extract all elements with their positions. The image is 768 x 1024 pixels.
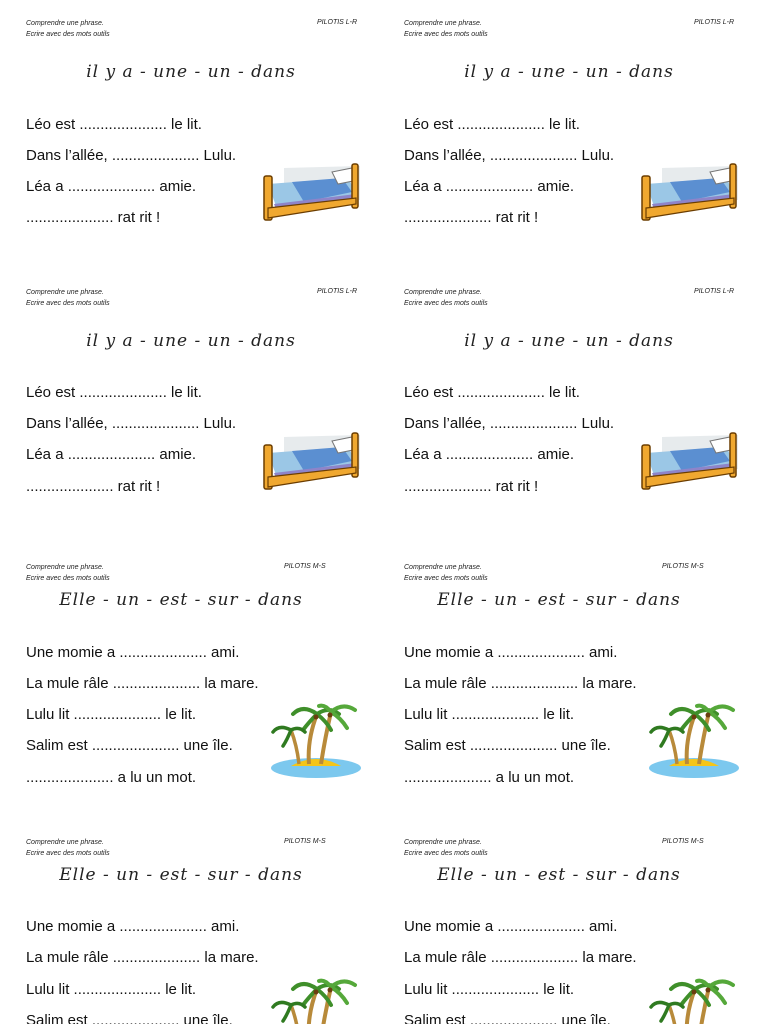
- word-list-title: Elle - un - est - sur - dans: [59, 865, 303, 885]
- sentence-line: Dans l’allée, ..................... Lulu.: [404, 415, 615, 432]
- sentence-line: Salim est ..................... une île.: [26, 737, 233, 754]
- sentence-line: ..................... a lu un mot.: [404, 769, 575, 786]
- palm-island-icon: [269, 975, 363, 1024]
- header-line: Comprendre une phrase.: [26, 839, 104, 846]
- sentence-line: Léa a ..................... amie.: [26, 178, 197, 195]
- sentence-line: Dans l’allée, ..................... Lulu.: [26, 147, 237, 164]
- sentence-line: Une momie a ..................... ami.: [404, 644, 618, 661]
- word-list-title: Elle - un - est - sur - dans: [437, 590, 681, 610]
- header-line: Ecrire avec des mots outils: [26, 300, 110, 307]
- word-list-title: Elle - un - est - sur - dans: [59, 590, 303, 610]
- sentence-line: Dans l’allée, ..................... Lulu.: [26, 415, 237, 432]
- series-label: PILOTIS L-R: [317, 288, 358, 295]
- sentence-line: Léo est ..................... le lit.: [26, 384, 202, 401]
- header-line: Comprendre une phrase.: [26, 20, 104, 27]
- sentence-line: La mule râle ..................... la mare.: [26, 675, 259, 692]
- header-line: Ecrire avec des mots outils: [404, 575, 488, 582]
- bed-icon: [262, 162, 362, 224]
- card-header: [26, 18, 110, 40]
- sentence-line: Dans l’allée, ..................... Lulu.: [404, 147, 615, 164]
- header-line: Comprendre une phrase.: [26, 564, 104, 571]
- header-line: Ecrire avec des mots outils: [404, 31, 488, 38]
- sentence-line: Léa a ..................... amie.: [26, 446, 197, 463]
- card-header: [404, 287, 488, 309]
- sentence-line: ..................... a lu un mot.: [26, 769, 197, 786]
- palm-island-icon: [269, 700, 363, 782]
- card-header: [26, 837, 110, 859]
- word-list-title: il y a - une - un - dans: [86, 62, 296, 82]
- card-header: [404, 562, 488, 584]
- header-line: Ecrire avec des mots outils: [26, 575, 110, 582]
- worksheet-card: [26, 562, 386, 802]
- word-list-title: il y a - une - un - dans: [464, 62, 674, 82]
- card-header: [26, 287, 110, 309]
- sentence-line: Salim est ..................... une île.: [26, 1012, 233, 1024]
- word-list-title: Elle - un - est - sur - dans: [437, 865, 681, 885]
- series-label: PILOTIS L-R: [694, 19, 735, 26]
- sentence-line: Léa a ..................... amie.: [404, 446, 575, 463]
- sentence-line: La mule râle ..................... la mare.: [26, 949, 259, 966]
- card-header: [404, 18, 488, 40]
- sentence-line: ..................... rat rit !: [404, 209, 539, 226]
- header-line: Ecrire avec des mots outils: [26, 850, 110, 857]
- sentence-line: Léo est ..................... le lit.: [26, 116, 202, 133]
- header-line: Ecrire avec des mots outils: [404, 300, 488, 307]
- worksheet-card: [404, 562, 764, 802]
- word-list-title: il y a - une - un - dans: [86, 331, 296, 351]
- header-line: Comprendre une phrase.: [26, 289, 104, 296]
- sentence-line: Salim est ..................... une île.: [404, 1012, 611, 1024]
- sentence-line: Lulu lit ..................... le lit.: [26, 706, 197, 723]
- sentence-line: Léo est ..................... le lit.: [404, 384, 580, 401]
- sentence-line: Une momie a ..................... ami.: [26, 918, 240, 935]
- header-line: Comprendre une phrase.: [404, 289, 482, 296]
- sentence-line: La mule râle ..................... la mare.: [404, 675, 637, 692]
- sentence-line: Une momie a ..................... ami.: [26, 644, 240, 661]
- sentence-line: La mule râle ..................... la mare.: [404, 949, 637, 966]
- sentence-line: Léo est ..................... le lit.: [404, 116, 580, 133]
- worksheet-card: [404, 18, 764, 248]
- sentence-line: Lulu lit ..................... le lit.: [404, 981, 575, 998]
- sentence-line: ..................... rat rit !: [404, 478, 539, 495]
- series-label: PILOTIS M-S: [284, 563, 326, 570]
- header-line: Ecrire avec des mots outils: [26, 31, 110, 38]
- bed-icon: [262, 431, 362, 493]
- sentence-line: ..................... rat rit !: [26, 209, 161, 226]
- bed-icon: [640, 162, 740, 224]
- worksheet-card: [404, 837, 764, 1024]
- card-header: [404, 837, 488, 859]
- header-line: Comprendre une phrase.: [404, 839, 482, 846]
- worksheet-card: [404, 287, 764, 517]
- series-label: PILOTIS L-R: [317, 19, 358, 26]
- worksheet-card: [26, 837, 386, 1024]
- series-label: PILOTIS M-S: [662, 563, 704, 570]
- worksheet-card: [26, 287, 386, 517]
- palm-island-icon: [647, 975, 741, 1024]
- sentence-line: ..................... rat rit !: [26, 478, 161, 495]
- palm-island-icon: [647, 700, 741, 782]
- sentence-line: Lulu lit ..................... le lit.: [404, 706, 575, 723]
- sentence-line: Une momie a ..................... ami.: [404, 918, 618, 935]
- sentence-line: Léa a ..................... amie.: [404, 178, 575, 195]
- sentence-line: Salim est ..................... une île.: [404, 737, 611, 754]
- bed-icon: [640, 431, 740, 493]
- word-list-title: il y a - une - un - dans: [464, 331, 674, 351]
- sentence-line: Lulu lit ..................... le lit.: [26, 981, 197, 998]
- header-line: Comprendre une phrase.: [404, 20, 482, 27]
- series-label: PILOTIS L-R: [694, 288, 735, 295]
- card-header: [26, 562, 110, 584]
- worksheet-card: [26, 18, 386, 248]
- series-label: PILOTIS M-S: [284, 838, 326, 845]
- header-line: Ecrire avec des mots outils: [404, 850, 488, 857]
- series-label: PILOTIS M-S: [662, 838, 704, 845]
- header-line: Comprendre une phrase.: [404, 564, 482, 571]
